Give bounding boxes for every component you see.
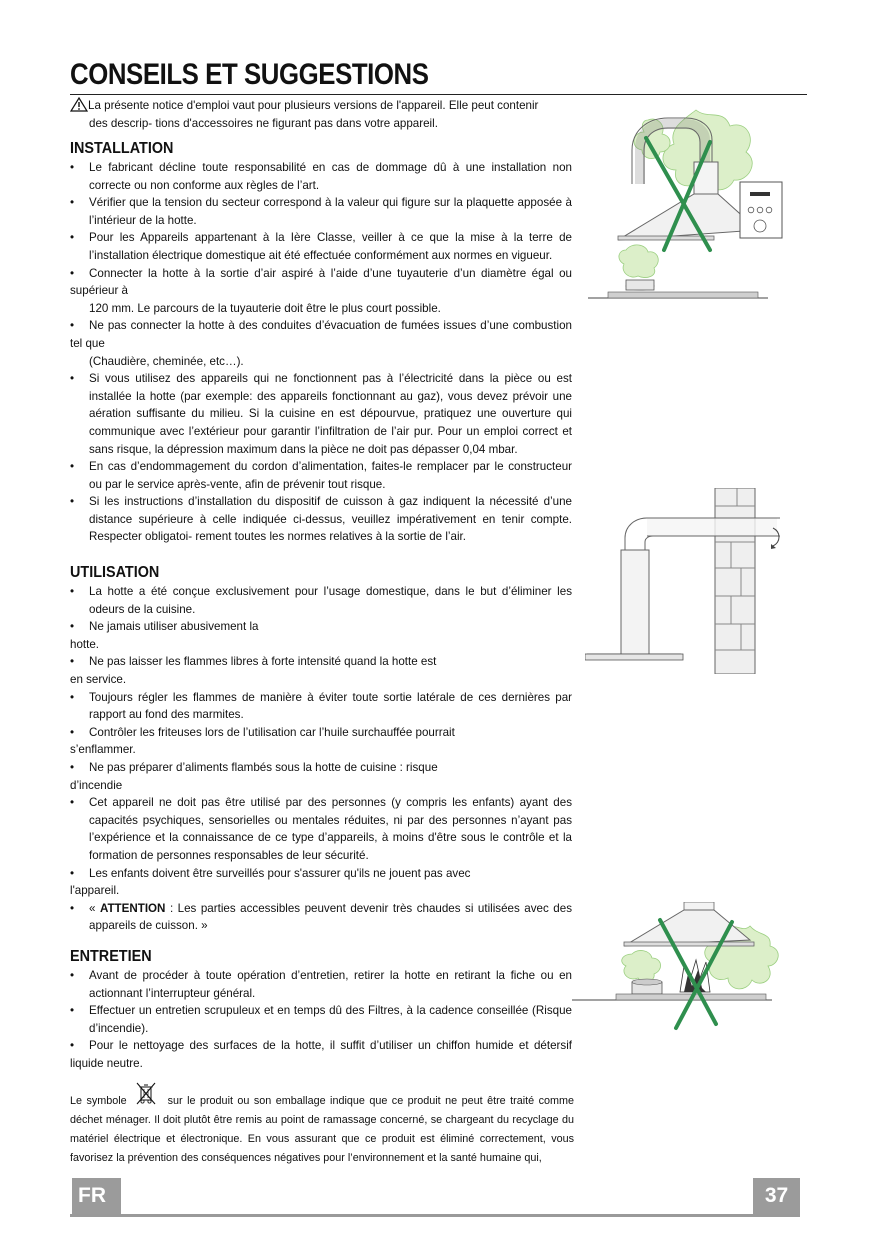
- list-item: • Ne pas laisser les flammes libres à forte intensité quand la hotte est en service.: [70, 655, 437, 686]
- page-title: CONSEILS ET SUGGESTIONS: [70, 58, 429, 91]
- utilisation-section: [70, 563, 572, 935]
- list-item: • Le fabricant décline toute responsabilité en cas de dommage dû à une installation non correcte ou non conforme aux règles de l’art.: [70, 161, 572, 192]
- footer-bar: [70, 1178, 800, 1217]
- list-item: • Contrôler les friteuses lors de l’utilisation car l’huile surchauffée pourrait s’enflammer.: [70, 725, 455, 757]
- list-item: • Les enfants doivent être surveillés pour s'assurer qu'ils ne jouent pas avec l'appareil.: [70, 866, 471, 898]
- hood-fume-warning-illustration: [588, 100, 808, 305]
- list-item: • Pour le nettoyage des surfaces de la hotte, il suffit d’utiliser un chiffon humide et détersif liquide neutre.: [70, 1039, 572, 1070]
- intro-notice: [70, 97, 570, 133]
- list-item: • Si vous utilisez des appareils qui ne fonctionnent pas à l’électricité dans la pièce ou est installée la hotte (par exemple: des appareils fonctionnant au gaz), vous devez prévoir une aération suffisante du milieu. Si la cuisine en est dépourvue, pratiquez une ouverture qui communique avec l’extérieur pour garantir l’infiltration de l’air pur. Pour un emploi correct et sans risque, la dépression maximum dans la pièce ne doit pas dépasser 0,04 mbar.: [70, 372, 572, 456]
- list-item: • Ne jamais utiliser abusivement la hotte.: [70, 620, 259, 651]
- title-rule: [70, 94, 807, 95]
- utilisation-heading: UTILISATION: [70, 564, 160, 581]
- list-item: • Ne pas préparer d’aliments flambés sous la hotte de cuisine : risque d’incendie: [70, 760, 438, 792]
- list-item: • Effectuer un entretien scrupuleux et en temps dû des Filtres, à la cadence conseillée (Risque d’incendie).: [70, 1004, 572, 1035]
- duct-wall-illustration: [585, 488, 805, 674]
- installation-heading: INSTALLATION: [70, 140, 174, 157]
- list-item: • Connecter la hotte à la sortie d’air aspiré à l’aide d’une tuyauterie d’un diamètre égal ou supérieur à 120 mm. Le parcours de la tuyauterie doit être le plus court possible.: [70, 266, 572, 315]
- list-item: • Toujours régler les flammes de manière à éviter toute sortie latérale de ces dernières par rapport au fond des marmites.: [70, 690, 572, 722]
- list-item: • Avant de procéder à toute opération d’entretien, retirer la hotte en retirant la fiche ou en actionnant l’interrupteur général.: [70, 969, 572, 1000]
- flame-warning-illustration: [572, 902, 802, 1034]
- page-number: 37: [753, 1178, 800, 1214]
- intro-line-2: des descrip- tions d'accessoires ne figurant pas dans votre appareil.: [89, 117, 438, 130]
- list-item: • Cet appareil ne doit pas être utilisé par des personnes (y compris les enfants) ayant des capacités psychiques, sensorielles ou mentales réduites, ni par des personnes n’ayant pas l’expérience et la connaissance de ce type d’appareils, à moins d'être sous le contrôle et la formation de personnes responsables de leur sécurité.: [70, 796, 572, 862]
- attention-label: ATTENTION: [99, 901, 166, 915]
- list-item: • Vérifier que la tension du secteur correspond à la valeur qui figure sur la plaquette apposée à l’intérieur de la hotte.: [70, 196, 572, 227]
- intro-line-1: La présente notice d'emploi vaut pour plusieurs versions de l'appareil. Elle peut contenir: [88, 99, 539, 112]
- list-item: • Pour les Appareils appartenant à la Ière Classe, veiller à ce que la mise à la terre de l’installation électrique domestique ait été effectuée conformément aux normes en vigueur.: [70, 231, 572, 262]
- entretien-section: [70, 947, 572, 1073]
- list-item: • La hotte a été conçue exclusivement pour l’usage domestique, dans le but d’éliminer les odeurs de la cuisine.: [70, 585, 572, 616]
- footer-language-tag: FR: [72, 1178, 121, 1214]
- list-item: • En cas d’endommagement du cordon d’alimentation, faites-le remplacer par le constructeur ou par le service après-vente, afin de prévenir tout risque.: [70, 460, 572, 491]
- crossed-bin-icon: [134, 1080, 158, 1106]
- weee-notice: Le symbole sur le produit ou son emballage indique que ce produit ne peut être traité comme déchet ménager. Il doit plutôt être remis au point de ramassage concerné, se chargeant du recyclage du matériel électrique et électronique. En vous assurant que ce produit est éliminé correctement, vous favorisez la prévention des conséquences négatives pour l’environnement et la santé humaine qui,: [70, 1080, 574, 1168]
- list-item: • Ne pas connecter la hotte à des conduites d’évacuation de fumées issues d’une combustion tel que (Chaudière, cheminée, etc…).: [70, 319, 572, 368]
- warning-icon: [70, 97, 88, 112]
- installation-section: [70, 139, 572, 546]
- list-item: • « ATTENTION : Les parties accessibles peuvent devenir très chaudes si utilisées avec des appareils de cuisson. »: [70, 901, 572, 933]
- list-item: • Si les instructions d’installation du dispositif de cuisson à gaz indiquent la nécessité d’une distance supérieure à celle indiquée ci-dessus, veuillez impérativement en tenir compte. Respecter obligatoi- rement toutes les normes relatives à la sortie de l’air.: [70, 495, 572, 544]
- entretien-heading: ENTRETIEN: [70, 948, 152, 965]
